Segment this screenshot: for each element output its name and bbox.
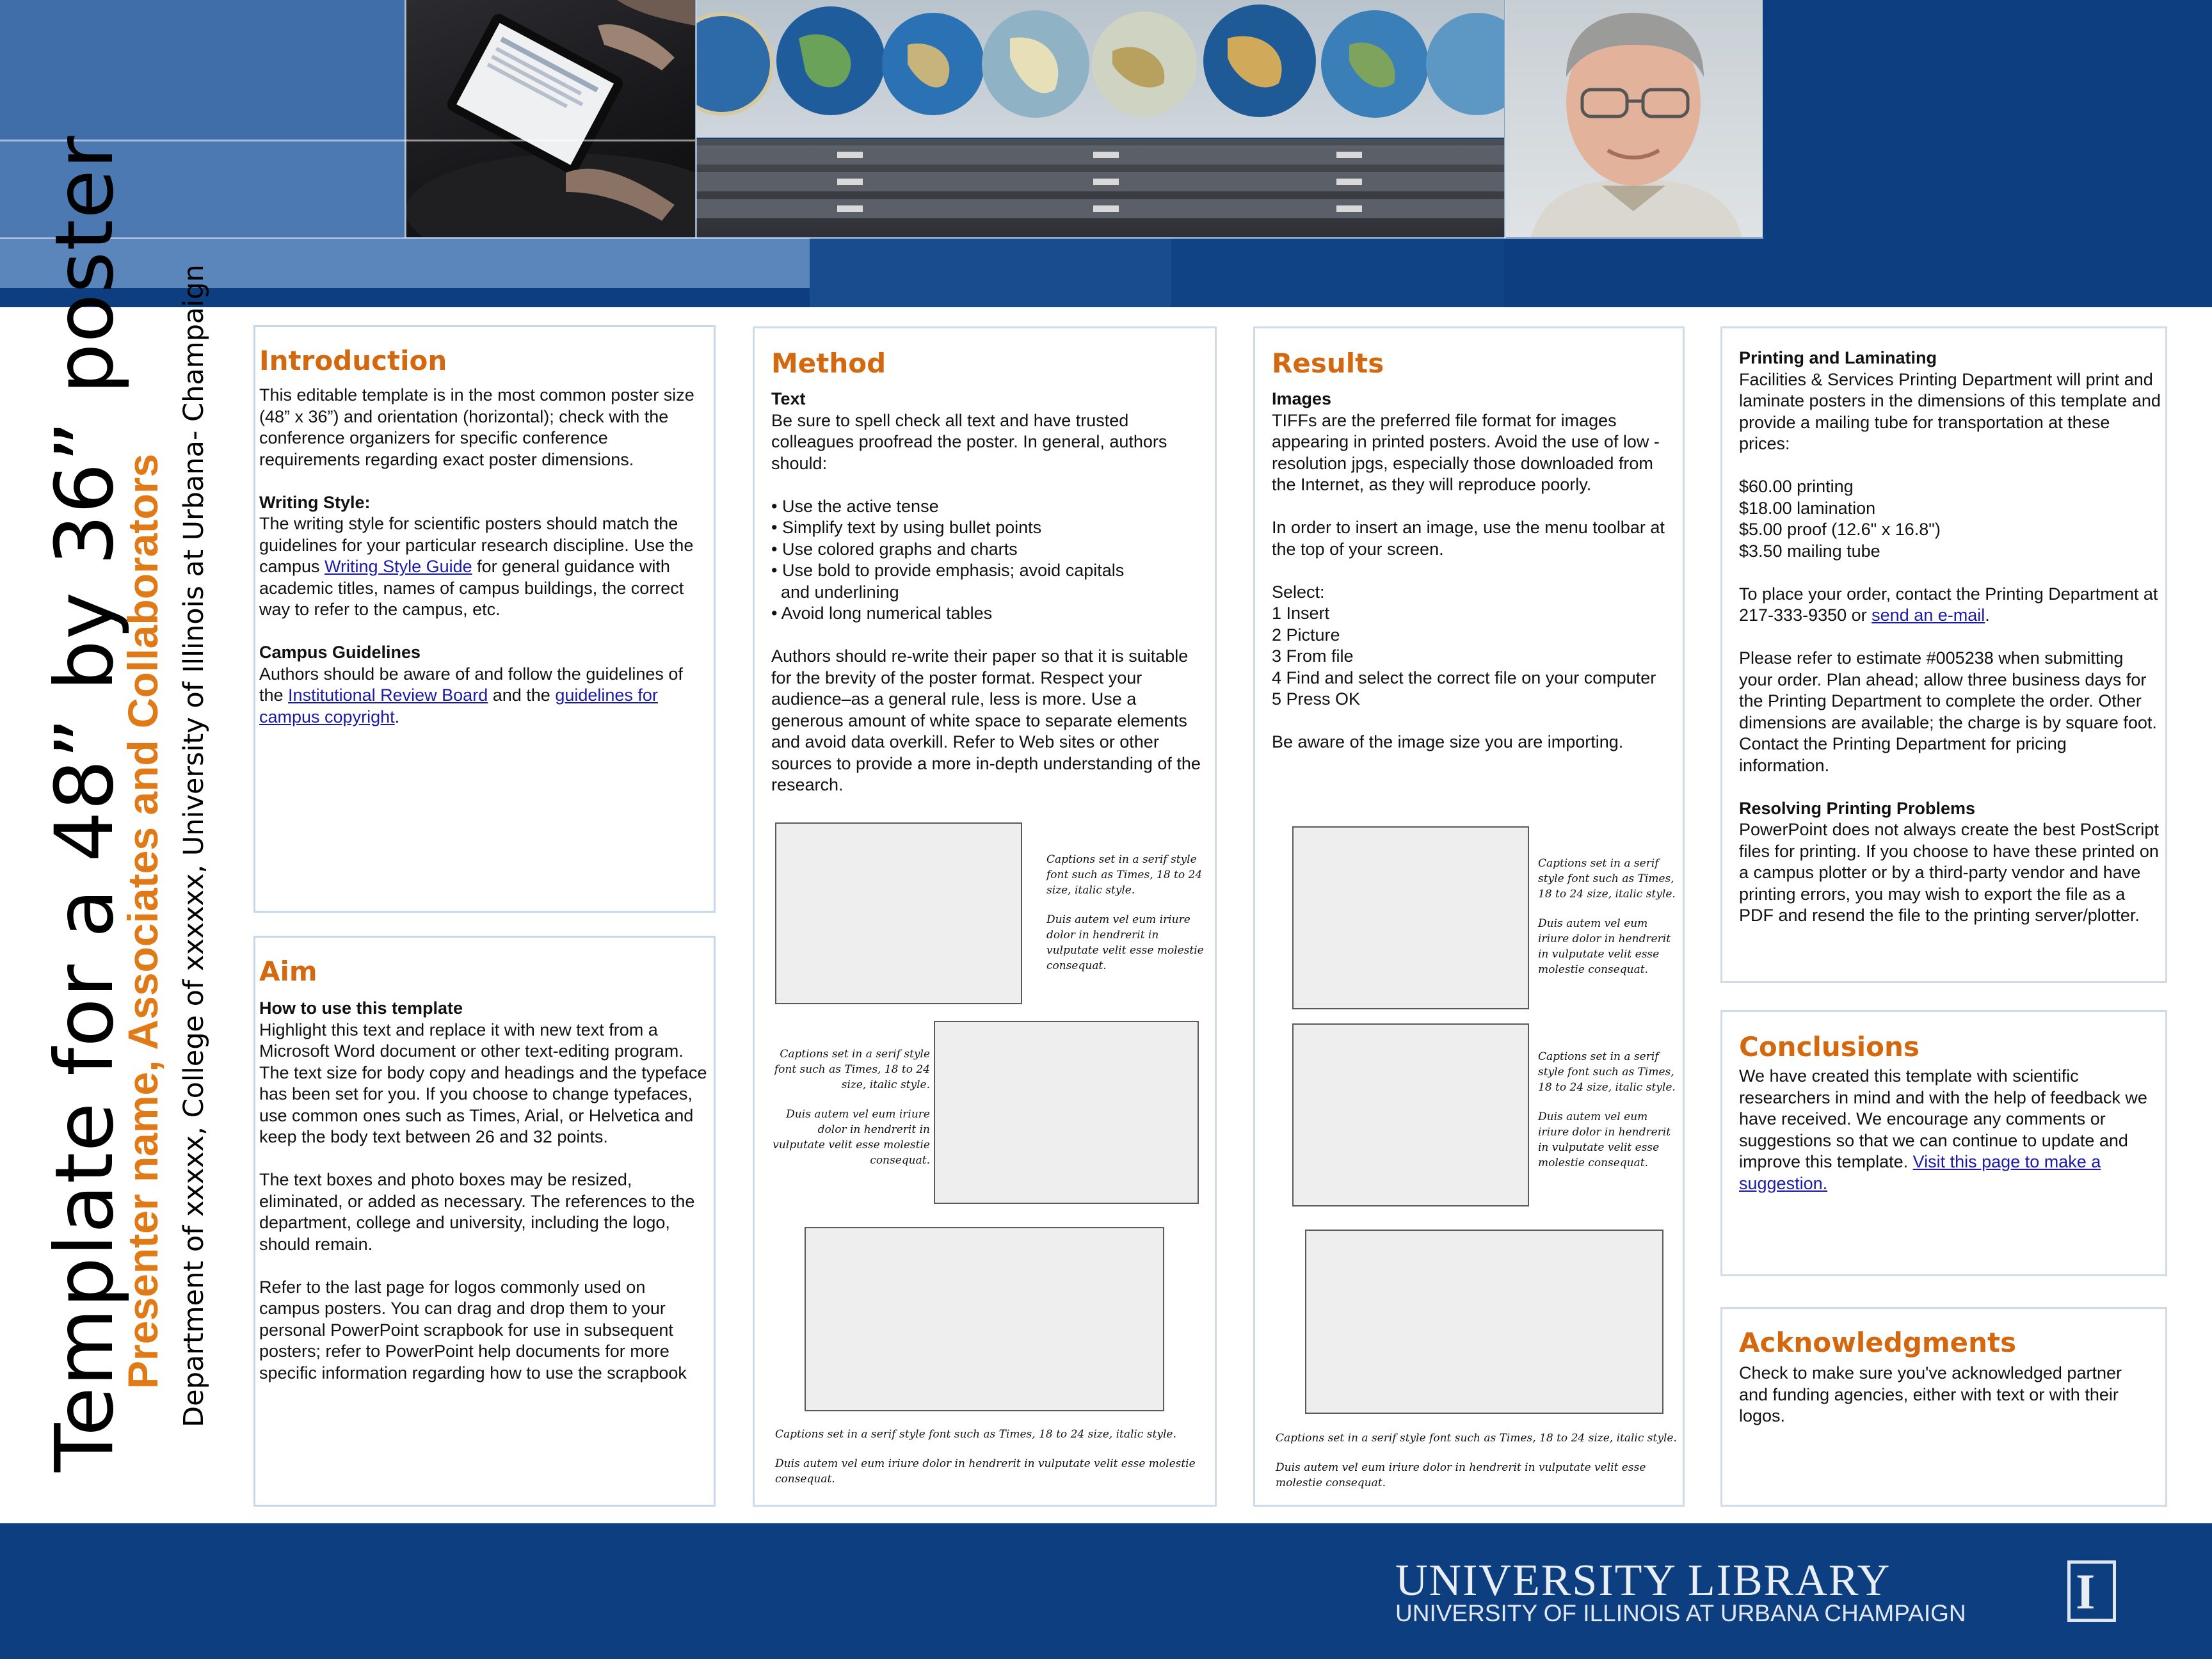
printing-body <box>1739 348 2161 948</box>
printing-paragraph: Please refer to estimate #005238 when submitting your order. Plan ahead; allow three business days for the Printing Department to complete the order. Other dimensions are available; the charge is by square foot. Contact the Printing Department for pricing information. <box>1739 648 2157 775</box>
caption-text: Duis autem vel eum iriure dolor in hendrerit in vulputate velit esse molestie consequat. <box>775 1457 1196 1486</box>
header-divider <box>695 0 697 238</box>
image-placeholder[interactable] <box>1292 826 1529 1009</box>
conclusions-panel <box>1720 1010 2167 1276</box>
introduction-panel <box>253 325 716 913</box>
bullet-item: • Use the active tense <box>771 496 939 516</box>
results-paragraph: In order to insert an image, use the menu toolbar at the top of your screen. <box>1272 518 1665 559</box>
writing-style-text: for general guidance with academic titles, names of campus buildings, the correct way to refer to the campus, etc. <box>259 557 684 619</box>
caption-text: Duis autem vel eum iriure dolor in hendrerit in vulputate velit esse molestie consequat. <box>1538 1110 1671 1169</box>
order-paragraph <box>1739 584 2161 627</box>
image-caption-wide <box>1276 1431 1685 1505</box>
select-label: Select: <box>1272 582 1325 602</box>
caption-text: Captions set in a serif style font such as Times, 18 to 24 size, italic style. <box>1276 1432 1677 1445</box>
writing-style-guide-link[interactable]: Writing Style Guide <box>325 557 472 576</box>
image-placeholder[interactable] <box>1292 1023 1529 1206</box>
campus-guidelines-heading: Campus Guidelines <box>259 643 421 662</box>
method-paragraph: Authors should re-write their paper so that it is suitable for the brevity of the poster format. Respect your audience–as a general rule, less is more. Use a generous amount of white space to separate elements and avoid data overkill. Refer to Web sites or other sources to provide a more in-depth understanding of the research. <box>771 646 1201 794</box>
footer-banner <box>0 1523 2212 1659</box>
resolving-paragraph: PowerPoint does not always create the best PostScript files for printing. If you choose to have these printed on a campus plotter or by a third-party vendor and have printing errors, you may wish to export the file as a PDF and resend the file to the printing server/plotter. <box>1739 820 2159 925</box>
image-caption <box>1046 852 1206 988</box>
university-name: UNIVERSITY OF ILLINOIS AT URBANA CHAMPAIGN <box>1395 1600 1966 1626</box>
send-email-link[interactable]: send an e-mail <box>1871 605 1985 625</box>
price-item: $60.00 printing <box>1739 477 1854 496</box>
step-item: 1 Insert <box>1272 604 1330 623</box>
irb-link[interactable]: Institutional Review Board <box>288 685 488 705</box>
header-divider <box>405 0 406 238</box>
bullet-item: • Use bold to provide emphasis; avoid capitals <box>771 561 1125 580</box>
image-caption <box>767 1046 930 1182</box>
caption-text: Captions set in a serif style font such as Times, 18 to 24 size, italic style. <box>1538 1050 1676 1094</box>
writing-style-paragraph <box>259 513 710 621</box>
step-item: 4 Find and select the correct file on your computer <box>1272 668 1656 687</box>
results-paragraph: Be aware of the image size you are importing. <box>1272 732 1624 751</box>
cabinets-photo <box>696 139 1504 237</box>
image-caption <box>1538 856 1680 991</box>
results-body <box>1272 389 1681 774</box>
printing-heading: Printing and Laminating <box>1739 348 1937 367</box>
resolving-heading: Resolving Printing Problems <box>1739 798 1976 818</box>
results-paragraph: TIFFs are the preferred file format for images appearing in printed posters. Avoid the use of low -resolution jpgs, especially those downloaded from the Internet, as they will reproduce poorly. <box>1272 410 1660 494</box>
suggestion-link[interactable]: Visit this page to make a suggestion. <box>1739 1152 2101 1193</box>
image-placeholder[interactable] <box>775 822 1022 1004</box>
campus-guidelines-paragraph <box>259 664 710 728</box>
image-placeholder[interactable] <box>1305 1230 1663 1414</box>
step-item: 2 Picture <box>1272 625 1340 645</box>
order-text: . <box>1985 605 1990 625</box>
copyright-guidelines-link[interactable]: guidelines for campus copyright <box>259 685 658 726</box>
globes-photo <box>696 0 1504 138</box>
order-text: To place your order, contact the Printing Department at 217-333-9350 or <box>1739 584 2158 625</box>
campus-text: and the <box>488 685 556 705</box>
aim-paragraph: The text boxes and photo boxes may be resized, eliminated, or added as necessary. The references to the department, college and university, including the logo, should remain. <box>259 1170 695 1254</box>
image-caption-wide <box>775 1427 1198 1501</box>
header-divider <box>1504 0 1506 238</box>
caption-text: Duis autem vel eum iriure dolor in hendrerit in vulputate velit esse molestie consequat. <box>1046 913 1204 972</box>
price-item: $18.00 lamination <box>1739 498 1876 518</box>
header-block <box>810 238 1171 307</box>
introduction-heading: Introduction <box>259 345 447 376</box>
conclusions-heading: Conclusions <box>1739 1031 1919 1062</box>
price-list <box>1739 476 2161 562</box>
poster-title: Template for a 48” by 36” poster <box>38 135 131 1472</box>
image-placeholder[interactable] <box>805 1227 1164 1411</box>
writing-style-heading: Writing Style: <box>259 492 371 512</box>
printing-panel <box>1720 326 2167 983</box>
bullet-item: and underlining <box>771 582 899 602</box>
method-body <box>771 389 1213 817</box>
acknowledgments-panel <box>1720 1307 2167 1507</box>
aim-subheading: How to use this template <box>259 998 463 1018</box>
header-block <box>0 0 410 141</box>
printing-paragraph: Facilities & Services Printing Department will print and laminate posters in the dimensions of this template and provide a mailing tube for transportation at these prices: <box>1739 369 2161 453</box>
step-item: 5 Press OK <box>1272 689 1361 709</box>
campus-text: . <box>394 707 400 726</box>
method-heading: Method <box>771 348 886 379</box>
conclusions-paragraph <box>1739 1066 2155 1194</box>
bullet-item: • Avoid long numerical tables <box>771 604 993 623</box>
presenter-names: Presenter name, Associates and Collaborators <box>119 453 166 1389</box>
caption-text: Captions set in a serif style font such as Times, 18 to 24 size, italic style. <box>774 1048 930 1091</box>
acknowledgments-heading: Acknowledgments <box>1739 1327 2017 1358</box>
caption-text: Duis autem vel eum iriure dolor in hendrerit in vulputate velit esse molestie consequat. <box>773 1108 930 1167</box>
introduction-body <box>259 385 710 749</box>
caption-text: Captions set in a serif style font such as Times, 18 to 24 size, italic style. <box>1046 853 1203 897</box>
method-bullet-list <box>771 496 1213 625</box>
block-i-letter: I <box>2076 1564 2096 1619</box>
price-item: $3.50 mailing tube <box>1739 541 1880 561</box>
aim-paragraph: Refer to the last page for logos commonly used on campus posters. You can drag and drop them to your personal PowerPoint scrapbook for use in subsequent posters; refer to PowerPoint help documents for more specific information regarding how to use the scrapbook <box>259 1277 687 1382</box>
writing-style-text: The writing style for scientific posters should match the guidelines for your particular research discipline. Use the campus <box>259 514 694 576</box>
method-panel <box>753 326 1217 1507</box>
bullet-item: • Use colored graphs and charts <box>771 539 1018 559</box>
tablet-photo <box>406 0 695 237</box>
aim-heading: Aim <box>259 956 317 987</box>
method-paragraph: Be sure to spell check all text and have trusted colleagues proofread the poster. In general, authors should: <box>771 410 1167 473</box>
intro-paragraph: This editable template is in the most common poster size (48” x 36”) and orientation (horizontal); check with the conference organizers for specific conference requirements regarding exact poster dimensions. <box>259 385 694 469</box>
price-item: $5.00 proof (12.6" x 16.8") <box>1739 520 1941 539</box>
acknowledgments-body <box>1739 1363 2155 1448</box>
header-divider <box>0 237 1763 239</box>
image-placeholder[interactable] <box>934 1021 1199 1204</box>
aim-body <box>259 998 710 1406</box>
caption-text: Captions set in a serif style font such as Times, 18 to 24 size, italic style. <box>1538 857 1676 901</box>
results-panel <box>1253 326 1685 1507</box>
campus-text: Authors should be aware of and follow the guidelines of the <box>259 664 683 705</box>
conclusions-text: We have created this template with scientific researchers in mind and with the help of feedback we have received. We encourage any comments or suggestions so that we can continue to update and improve this template. <box>1739 1066 2147 1171</box>
portrait-photo <box>1505 0 1763 237</box>
header-block <box>1171 238 1504 307</box>
header-banner <box>0 0 2212 307</box>
results-heading: Results <box>1272 348 1384 379</box>
acknowledgments-paragraph: Check to make sure you've acknowledged partner and funding agencies, either with text or with their logos. <box>1739 1363 2122 1425</box>
library-name: UNIVERSITY LIBRARY <box>1395 1556 1891 1605</box>
aim-paragraph: Highlight this text and replace it with new text from a Microsoft Word document or other text-editing program. The text size for body copy and headings and the typeface has been set for you. If you choose to change typefaces, use common ones such as Times, Arial, or Helvetica and keep the body text between 26 and 32 points. <box>259 1020 707 1146</box>
header-block <box>1763 0 2212 307</box>
insert-steps-list <box>1272 603 1681 710</box>
aim-panel <box>253 936 716 1507</box>
step-item: 3 From file <box>1272 646 1354 666</box>
method-subheading: Text <box>771 389 806 408</box>
block-i-logo <box>2067 1560 2116 1622</box>
department-affiliation: Department of xxxxx, College of xxxxxx, University of Illinois at Urbana- Champaign <box>178 264 210 1427</box>
conclusions-body <box>1739 1066 2155 1216</box>
image-caption <box>1538 1049 1680 1185</box>
caption-text: Captions set in a serif style font such as Times, 18 to 24 size, italic style. <box>775 1428 1176 1441</box>
caption-text: Duis autem vel eum iriure dolor in hendrerit in vulputate velit esse molestie consequat. <box>1538 917 1671 976</box>
results-subheading: Images <box>1272 389 1332 408</box>
bullet-item: • Simplify text by using bullet points <box>771 518 1042 537</box>
caption-text: Duis autem vel eum iriure dolor in hendrerit in vulputate velit esse molestie consequat. <box>1276 1461 1646 1489</box>
